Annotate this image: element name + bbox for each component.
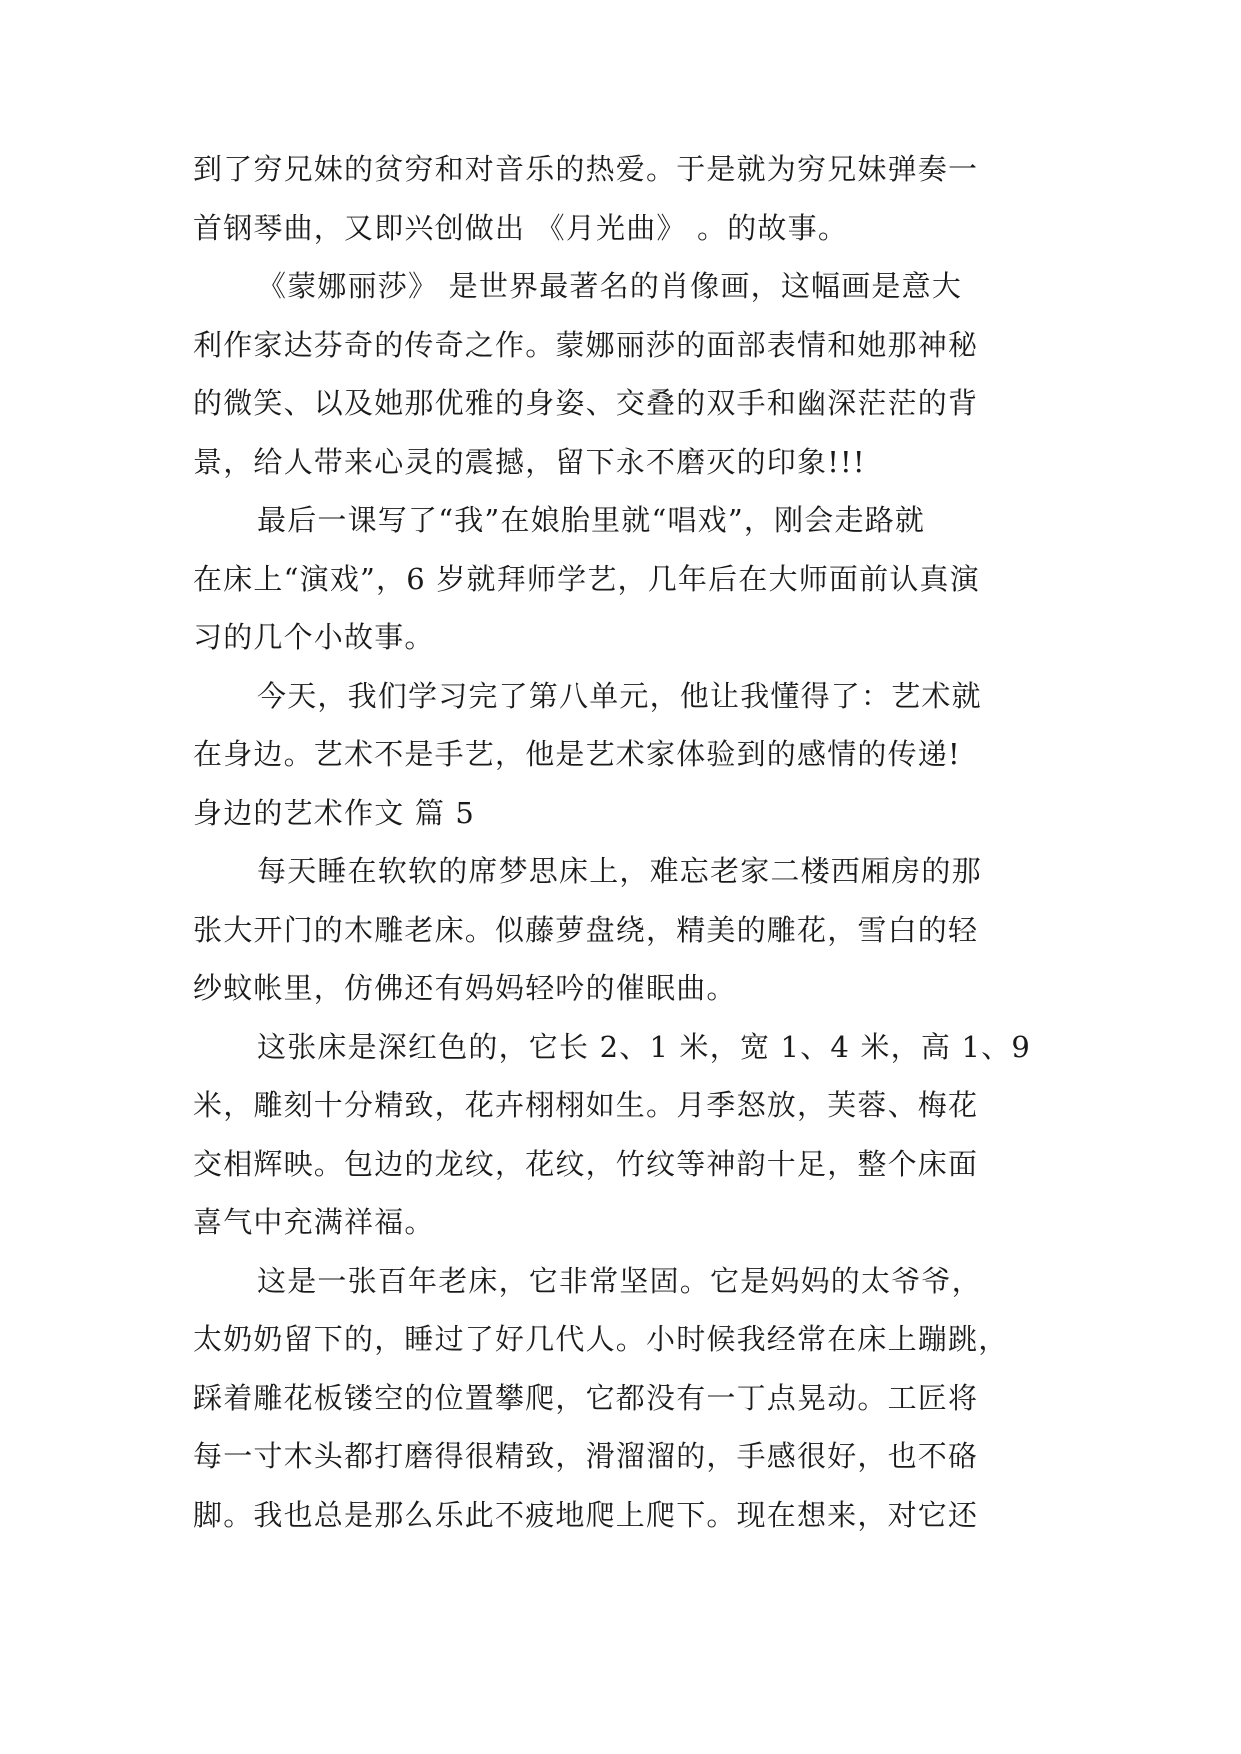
- text-line: 景，给人带来心灵的震撼，留下永不磨灭的印象!!!: [193, 444, 866, 479]
- text-line: 今天，我们学习完了第八单元，他让我懂得了：艺术就: [257, 678, 982, 713]
- text-line: 首钢琴曲，又即兴创做出 《月光曲》 。的故事。: [193, 210, 849, 245]
- text-line: 张大开门的木雕老床。似藤萝盘绕，精美的雕花，雪白的轻: [193, 912, 979, 947]
- text-line: 米，雕刻十分精致，花卉栩栩如生。月季怒放，芙蓉、梅花: [193, 1088, 979, 1122]
- text-line: 到了穷兄妹的贫穷和对音乐的热爱。于是就为穷兄妹弹奏一: [193, 152, 979, 186]
- text-line: 习的几个小故事。: [193, 620, 435, 654]
- text-line: 喜气中充满祥福。: [193, 1205, 435, 1239]
- text-line: 踩着雕花板镂空的位置攀爬，它都没有一丁点晃动。工匠将: [193, 1380, 979, 1415]
- text-line: 的微笑、以及她那优雅的身姿、交叠的双手和幽深茫茫的背: [193, 386, 979, 420]
- text-line: 每天睡在软软的席梦思床上，难忘老家二楼西厢房的那: [257, 854, 982, 888]
- text-line: 利作家达芬奇的传奇之作。蒙娜丽莎的面部表情和她那神秘: [193, 327, 979, 362]
- text-line: 《蒙娜丽莎》 是世界最著名的肖像画，这幅画是意大: [257, 269, 963, 303]
- section-heading: 身边的艺术作文 篇 5: [193, 795, 476, 830]
- text-line: 太奶奶留下的，睡过了好几代人。小时候我经常在床上蹦跳，: [193, 1322, 1009, 1356]
- text-line: 最后一课写了“我”在娘胎里就“唱戏”，刚会走路就: [257, 503, 926, 537]
- text-line: 交相辉映。包边的龙纹，花纹，竹纹等神韵十足，整个床面: [193, 1146, 979, 1181]
- text-line: 脚。我也总是那么乐此不疲地爬上爬下。现在想来，对它还: [193, 1497, 979, 1532]
- document-body: [193, 140, 1063, 1544]
- text-line: 在身边。艺术不是手艺，他是艺术家体验到的感情的传递!: [193, 737, 961, 771]
- text-line: 这是一张百年老床，它非常坚固。它是妈妈的太爷爷，: [257, 1263, 982, 1298]
- text-line: 这张床是深红色的，它长 2、1 米，宽 1、4 米，高 1、9: [257, 1029, 1031, 1064]
- text-line: 纱蚊帐里，仿佛还有妈妈轻吟的催眠曲。: [193, 971, 737, 1005]
- text-line: 在床上“演戏”，6 岁就拜师学艺，几年后在大师面前认真演: [193, 561, 980, 596]
- text-line: 每一寸木头都打磨得很精致，滑溜溜的，手感很好，也不硌: [193, 1439, 979, 1473]
